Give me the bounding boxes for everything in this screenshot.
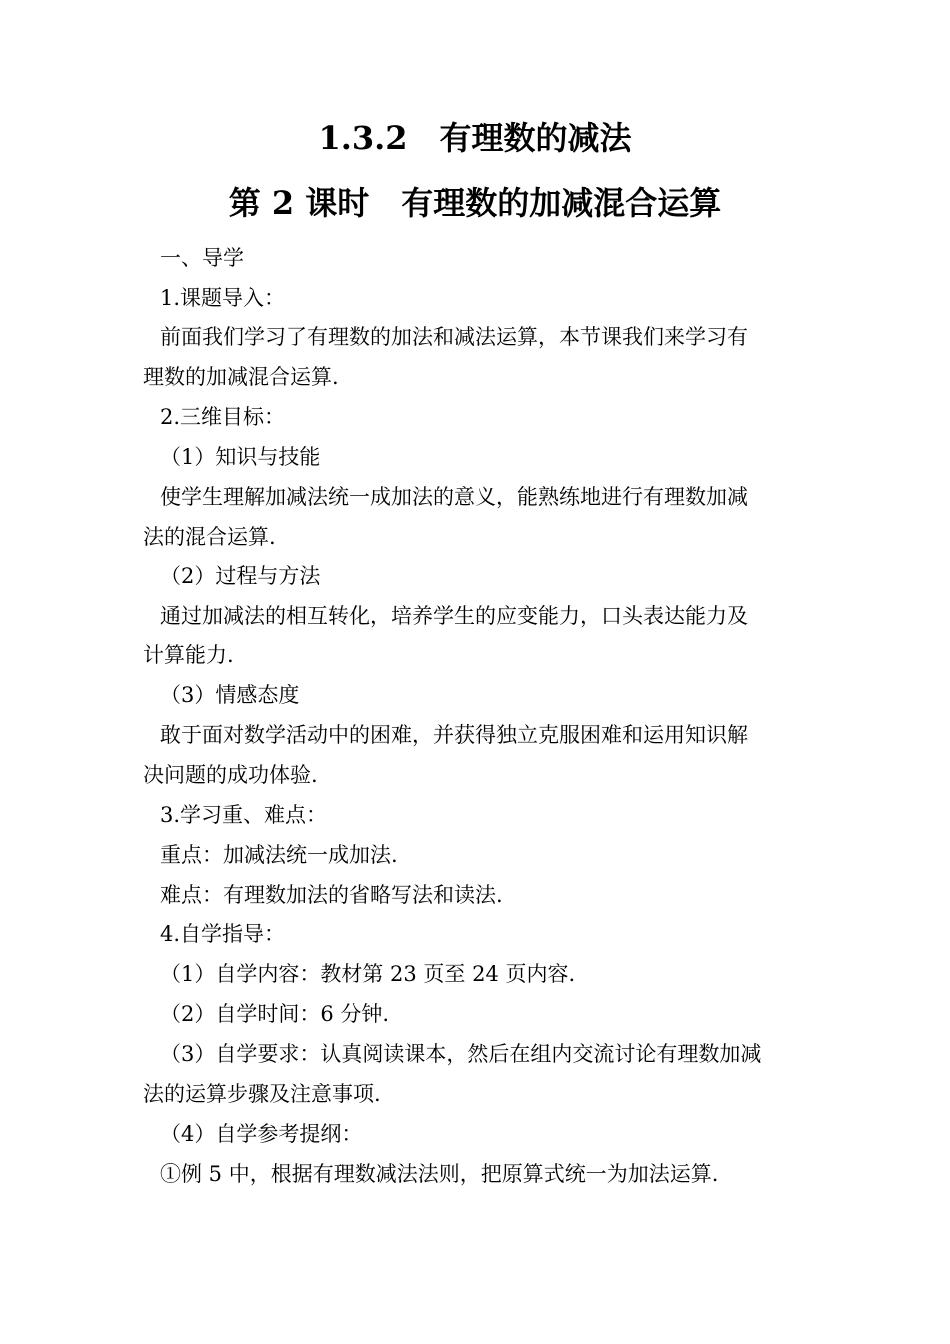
list-item: （1）自学内容：教材第 23 页至 24 页内容.	[160, 962, 576, 986]
list-item: （4）自学参考提纲：	[160, 1122, 363, 1146]
list-item: （3）自学要求：认真阅读课本，然后在组内交流讨论有理数加减	[160, 1042, 762, 1066]
lesson-title: 第 2 课时 有理数的加减混合运算	[228, 184, 722, 222]
paragraph-line: 前面我们学习了有理数的加法和减法运算，本节课我们来学习有	[160, 325, 748, 349]
heading-selfstudy: 4.自学指导：	[160, 922, 286, 946]
heading-intro: 1.课题导入：	[160, 286, 286, 310]
paragraph-line: 计算能力.	[143, 643, 234, 667]
heading-goals: 2.三维目标：	[160, 405, 286, 429]
paragraph-line: 法的运算步骤及注意事项.	[143, 1082, 381, 1106]
paragraph-line: 重点：加减法统一成加法.	[160, 843, 398, 867]
paragraph-line: 通过加减法的相互转化，培养学生的应变能力，口头表达能力及	[160, 604, 748, 628]
section-title: 1.3.2 有理数的减法	[318, 119, 632, 157]
subheading: （3）情感态度	[160, 683, 300, 707]
list-item: （2）自学时间：6 分钟.	[160, 1002, 390, 1026]
paragraph-line: 决问题的成功体验.	[143, 763, 318, 787]
list-item: ①例 5 中，根据有理数减法法则，把原算式统一为加法运算.	[160, 1162, 719, 1186]
paragraph-line: 法的混合运算.	[143, 525, 276, 549]
paragraph-line: 理数的加减混合运算.	[143, 365, 339, 389]
paragraph-line: 敢于面对数学活动中的困难，并获得独立克服困难和运用知识解	[160, 723, 748, 747]
paragraph-line: 使学生理解加减法统一成加法的意义，能熟练地进行有理数加减	[160, 485, 748, 509]
heading-guide: 一、导学	[160, 246, 244, 270]
heading-keypoints: 3.学习重、难点：	[160, 803, 328, 827]
subheading: （2）过程与方法	[160, 564, 321, 588]
paragraph-line: 难点：有理数加法的省略写法和读法.	[160, 883, 503, 907]
subheading: （1）知识与技能	[160, 445, 321, 469]
